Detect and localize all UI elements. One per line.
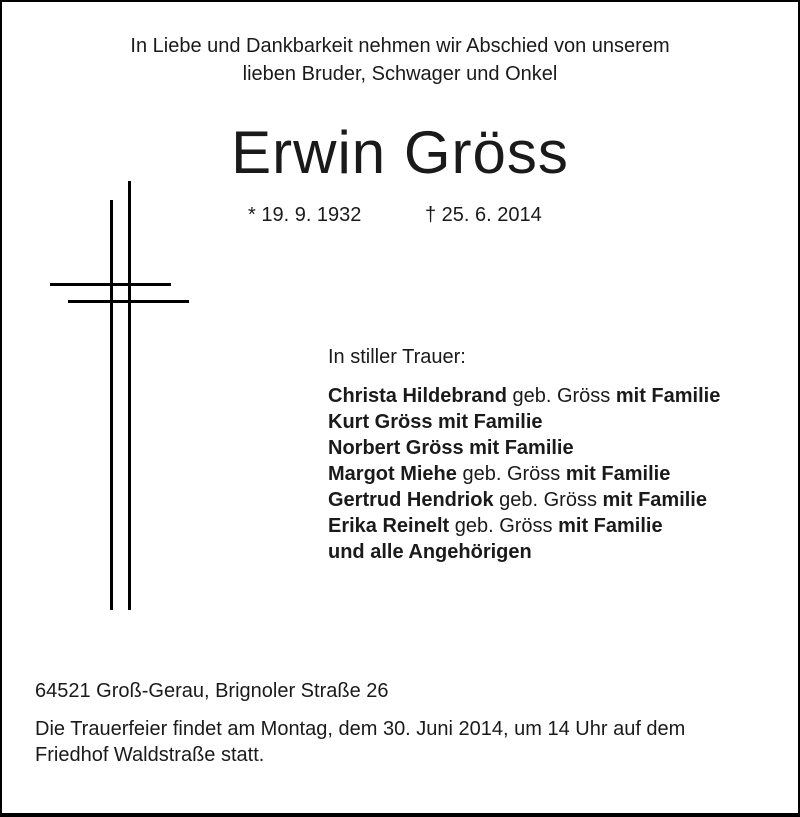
- funeral-service-info: [35, 716, 775, 768]
- service-line-1: Die Trauerfeier findet am Montag, dem 30. Juni 2014, um 14 Uhr auf dem: [35, 718, 686, 740]
- mourner-line: Norbert Gröss mit Familie: [328, 437, 574, 459]
- intro-text: [0, 32, 800, 88]
- birth-date: * 19. 9. 1932: [248, 204, 362, 226]
- service-line-2: Friedhof Waldstraße statt.: [35, 744, 265, 766]
- mourner-line: Erika Reinelt geb. Gröss mit Familie: [328, 515, 663, 537]
- mourning-heading: In stiller Trauer:: [328, 346, 466, 368]
- intro-line-2: lieben Bruder, Schwager und Onkel: [242, 63, 558, 85]
- mourner-line: und alle Angehörigen: [328, 541, 532, 563]
- intro-line-1: In Liebe und Dankbarkeit nehmen wir Abschied von unserem: [130, 35, 670, 57]
- death-date: † 25. 6. 2014: [425, 204, 542, 226]
- mourner-line: Christa Hildebrand geb. Gröss mit Familie: [328, 385, 721, 407]
- mourner-line: Gertrud Hendriok geb. Gröss mit Familie: [328, 489, 707, 511]
- deceased-name: Erwin Gröss: [231, 119, 569, 186]
- mourner-line: Margot Miehe geb. Gröss mit Familie: [328, 463, 671, 485]
- address: 64521 Groß-Gerau, Brignoler Straße 26: [35, 680, 389, 702]
- mourner-line: Kurt Gröss mit Familie: [328, 411, 543, 433]
- mourner-list: [328, 383, 720, 565]
